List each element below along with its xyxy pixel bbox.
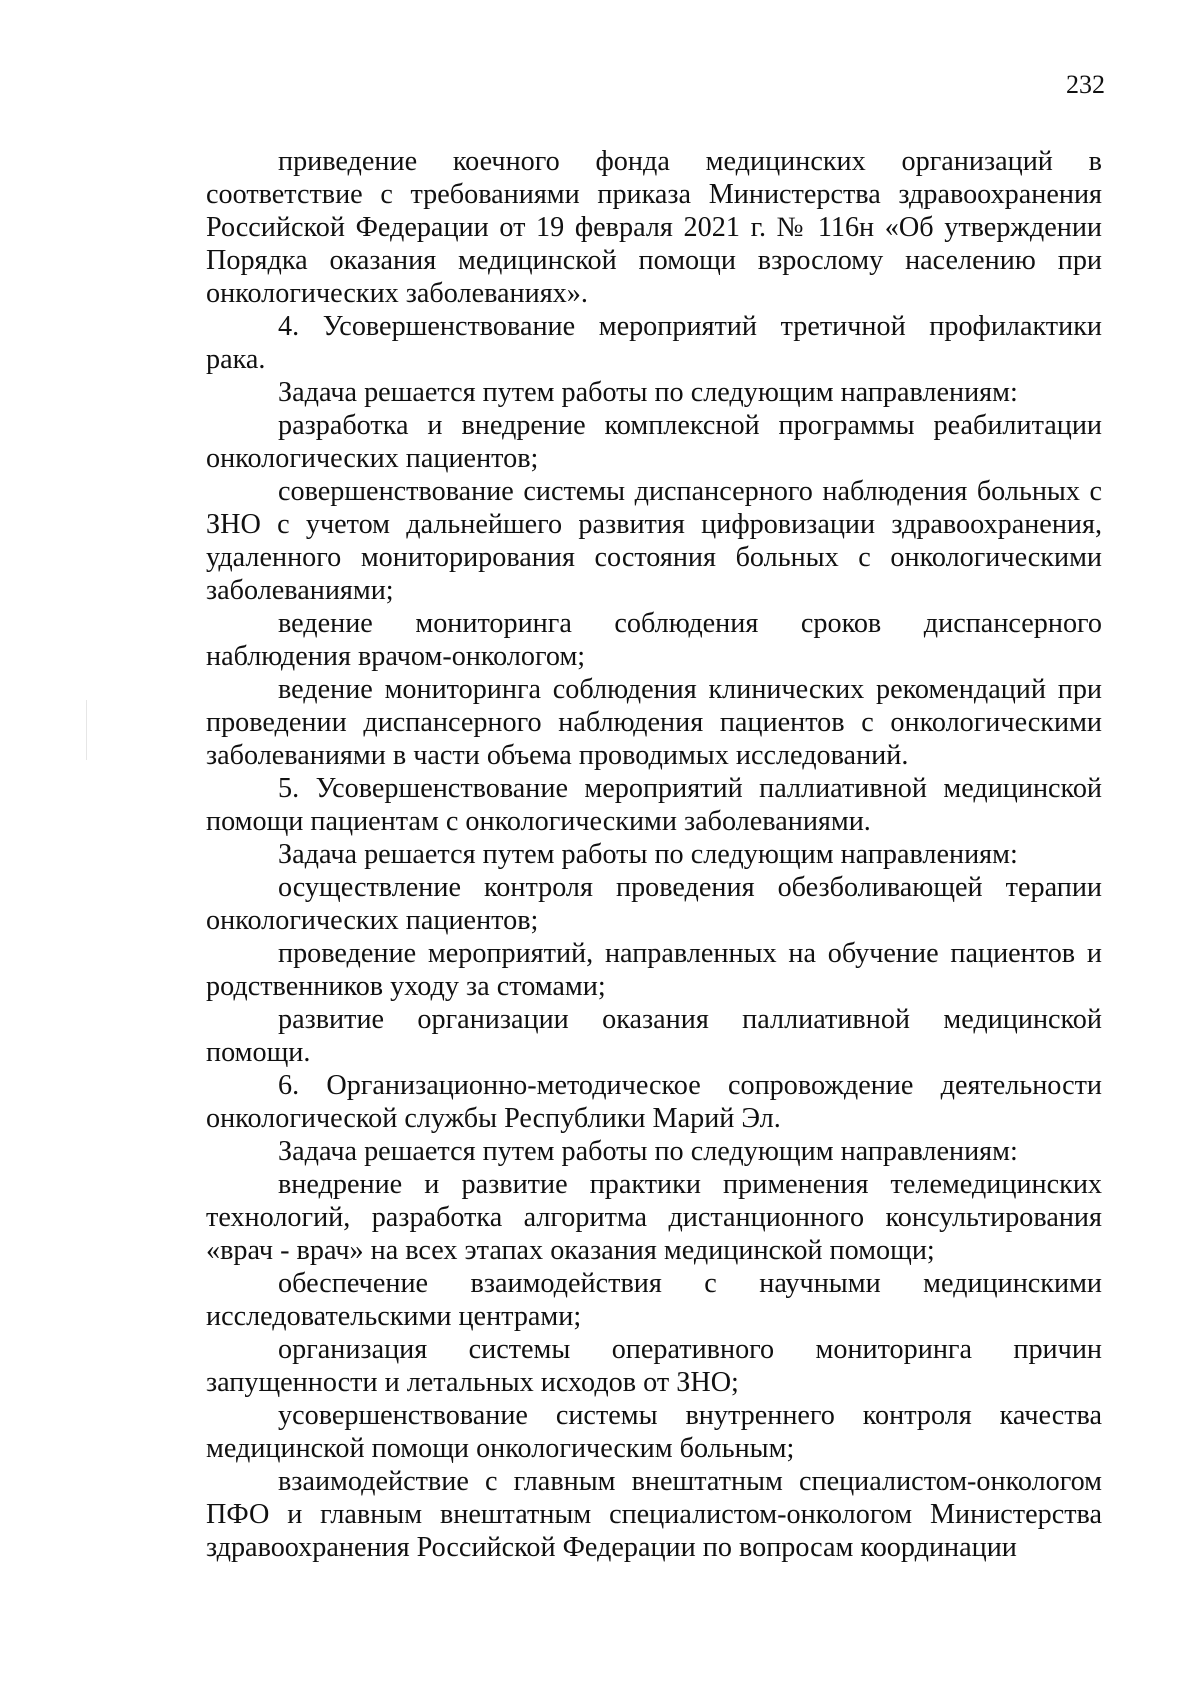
paragraph-dispensary-observation: совершенствование системы диспансерного наблюдения больных с ЗНО с учетом дальнейшего развития цифровизации здравоохранения, удаленного мониторирования состояния больных с онкологическими заболеваниями; [206, 476, 1102, 606]
paragraph-task-directions: Задача решается путем работы по следующим направлениям: [278, 377, 1018, 408]
paragraph-task-directions: Задача решается путем работы по следующим направлениям: [278, 1136, 1018, 1167]
paragraph-mortality-monitoring: организация системы оперативного мониторинга причин запущенности и летальных исходов от ЗНО; [206, 1334, 1102, 1398]
paragraph-section-4-heading: 4. Усовершенствование мероприятий третичной профилактики рака. [206, 311, 1102, 375]
paragraph-task-directions: Задача решается путем работы по следующим направлениям: [278, 839, 1018, 870]
paragraph-palliative-care: развитие организации оказания паллиативной медицинской помощи. [206, 1004, 1102, 1068]
paragraph-telemedicine: внедрение и развитие практики применения телемедицинских технологий, разработка алгоритма дистанционного консультирования «врач - врач» на всех этапах оказания медицинской помощи; [206, 1169, 1102, 1266]
paragraph-monitoring-terms: ведение мониторинга соблюдения сроков диспансерного наблюдения врачом-онкологом; [206, 608, 1102, 672]
page-number: 232 [1066, 70, 1105, 99]
paragraph-section-5-heading: 5. Усовершенствование мероприятий паллиативной медицинской помощи пациентам с онкологическими заболеваниями. [206, 773, 1102, 837]
paragraph-stoma-training: проведение мероприятий, направленных на обучение пациентов и родственников уходу за стомами; [206, 938, 1102, 1002]
document-body [206, 145, 1102, 1564]
paragraph-rehabilitation-program: разработка и внедрение комплексной программы реабилитации онкологических пациентов; [206, 410, 1102, 474]
scan-artifact [86, 700, 87, 760]
paragraph-quality-control: усовершенствование системы внутреннего контроля качества медицинской помощи онкологическим больным; [206, 1400, 1102, 1464]
paragraph-pain-therapy-control: осуществление контроля проведения обезболивающей терапии онкологических пациентов; [206, 872, 1102, 936]
paragraph-chief-specialist-cooperation: взаимодействие с главным внештатным специалистом-онкологом ПФО и главным внештатным специалистом-онкологом Министерства здравоохранения Российской Федерации по вопросам координации [206, 1466, 1102, 1563]
paragraph-bed-fund: приведение коечного фонда медицинских организаций в соответствие с требованиями приказа Министерства здравоохранения Российской Федерации от 19 февраля 2021 г. № 116н «Об утверждении Порядка оказания медицинской помощи взрослому населению при онкологических заболеваниях». [206, 146, 1102, 309]
paragraph-section-6-heading: 6. Организационно-методическое сопровождение деятельности онкологической службы Республики Марий Эл. [206, 1070, 1102, 1134]
paragraph-research-centers: обеспечение взаимодействия с научными медицинскими исследовательскими центрами; [206, 1268, 1102, 1332]
paragraph-monitoring-guidelines: ведение мониторинга соблюдения клинических рекомендаций при проведении диспансерного наблюдения пациентов с онкологическими заболеваниями в части объема проводимых исследований. [206, 674, 1102, 771]
